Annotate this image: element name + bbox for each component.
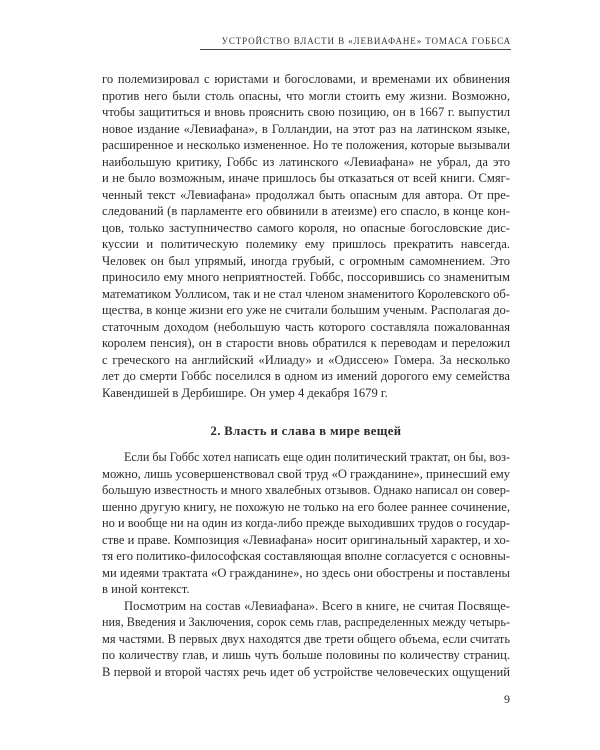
text-line [102,137,510,154]
text-line [102,154,510,171]
text-line [102,253,510,270]
text-line [102,319,510,336]
text-line-content: расширенное и несколько измененное. Но те положения, которые вызывали [102,138,510,152]
paragraph-2 [102,449,510,598]
text-line [102,302,510,319]
text-line [102,352,510,369]
text-line [102,121,510,138]
text-line [102,88,510,105]
paragraph-1 [102,71,510,401]
text-line-content: щества, в конце жизни его уже не считали большим ученым. Располагая до- [102,303,510,317]
text-line-content: и не было возможным, иначе пришлось бы отказаться от всей книги. Смяг- [102,171,510,185]
text-line-content: го полемизировал с юристами и богословами, и временами их обвинения [102,72,510,86]
text-line-content: большую известность и много хвалебных отзывов. Однако написал он совер- [102,483,510,497]
text-line-content: лет до смерти Гоббс поселился в одном из имений дорогого ему семейства [102,369,510,383]
text-line-content: но и вообще ни на один из когда-либо прежде выходивших трудов о государ- [102,516,510,530]
text-line-content: ния, Введения и Заключения, сорок семь глав, распределенных между четырь- [102,615,510,629]
text-line-content: с греческого на английский «Илиаду» и «Одиссею» Гомера. За несколько [102,352,510,367]
section-heading: 2. Власть и слава в мире вещей [210,424,402,438]
text-line [102,548,510,565]
text-line-content: куссии и политическую полемику ему пришлось прекратить навсегда. [102,237,510,251]
text-line-content: ченный текст «Левиафана» продолжал быть опасным для автора. От пре- [102,187,510,202]
text-line [102,104,510,121]
text-line-content: статочным доходом (небольшую часть которого составляла пожалованная [102,319,510,334]
text-line [102,269,510,286]
page-number: 9 [504,692,510,706]
text-line-content: новое издание «Левиафана», в Голландии, на этот раз на латинском языке, [102,121,510,136]
text-line [102,631,510,648]
text-line-content: наибольшую критику, Гоббс из латинского «Левиафана» не убрал, да это [102,154,510,169]
text-line [102,647,510,664]
text-line [102,532,510,549]
text-line [102,385,510,402]
text-line-content: Кавендишей в Дербишире. Он умер 4 декабря 1679 г. [102,385,388,400]
text-line-content: в иной контекст. [102,582,190,596]
text-line [102,466,510,483]
text-line-content: шенно другую книгу, не похожую не только на его более раннее сочинение, [102,499,510,514]
text-line-content: мя частями. В первых двух находятся две трети общего объема, если считать [102,631,510,646]
text-line-content: чтобы защититься и вновь прояснить свою позицию, он в 1667 г. выпустил [102,105,510,119]
text-line [102,236,510,253]
text-line-content: Если бы Гоббс хотел написать еще один политический трактат, он бы, воз- [124,450,510,464]
text-line-content: Посмотрим на состав «Левиафана». Всего в книге, не считая Посвяще- [124,598,510,613]
text-line [102,286,510,303]
text-line [102,482,510,499]
text-line [102,581,510,598]
text-line [102,187,510,204]
text-line [102,664,510,681]
text-line [102,368,510,385]
text-line-content: цов, только заступничество самого короля, но опасные богословские дис- [102,220,510,235]
paragraph-3 [102,598,510,681]
text-line [102,71,510,88]
text-line-content: тя его политико-философская составляющая вполне согласуется с основны- [102,549,510,563]
text-line [102,335,510,352]
text-line [102,598,510,615]
text-line [102,170,510,187]
text-line-content: можно, лишь усовершенствовал свой труд «О гражданине», принесший ему [102,466,510,481]
text-line-content: приносило ему много неприятностей. Гоббс, поссорившись со знаменитым [102,270,510,284]
text-line [102,565,510,582]
running-header: УСТРОЙСТВО ВЛАСТИ В «ЛЕВИАФАНЕ» ТОМАСА ГОББСА [200,36,511,50]
text-line-content: математиком Уоллисом, так и не стал членом знаменитого Королевского об- [102,286,510,301]
text-line [102,499,510,516]
text-line-content: королем пенсия), он в старости вновь обратился к переводам и переложил [102,336,510,350]
text-line-content: ми идеями трактата «О гражданине», но здесь они обострены и поставлены [102,565,510,580]
text-line [102,220,510,237]
text-line [102,203,510,220]
text-line-content: Человек он был упрямый, иногда грубый, с огромным самомнением. Это [102,253,510,268]
text-line [102,449,510,466]
text-line-content: следований (в парламенте его обвинили в атеизме) его спасло, в конце кон- [102,204,510,218]
text-line-content: В первой и второй частях речь идет об устройстве человеческих ощущений [102,664,510,679]
text-line [102,614,510,631]
text-line-content: против него были столь опасны, что могли стоить ему жизни. Возможно, [102,88,510,103]
text-line-content: стве и праве. Композиция «Левиафана» носит оригинальный характер, и хо- [102,532,510,547]
text-line-content: по количеству глав, и лишь чуть больше половины по количеству страниц. [102,648,510,662]
text-line [102,515,510,532]
